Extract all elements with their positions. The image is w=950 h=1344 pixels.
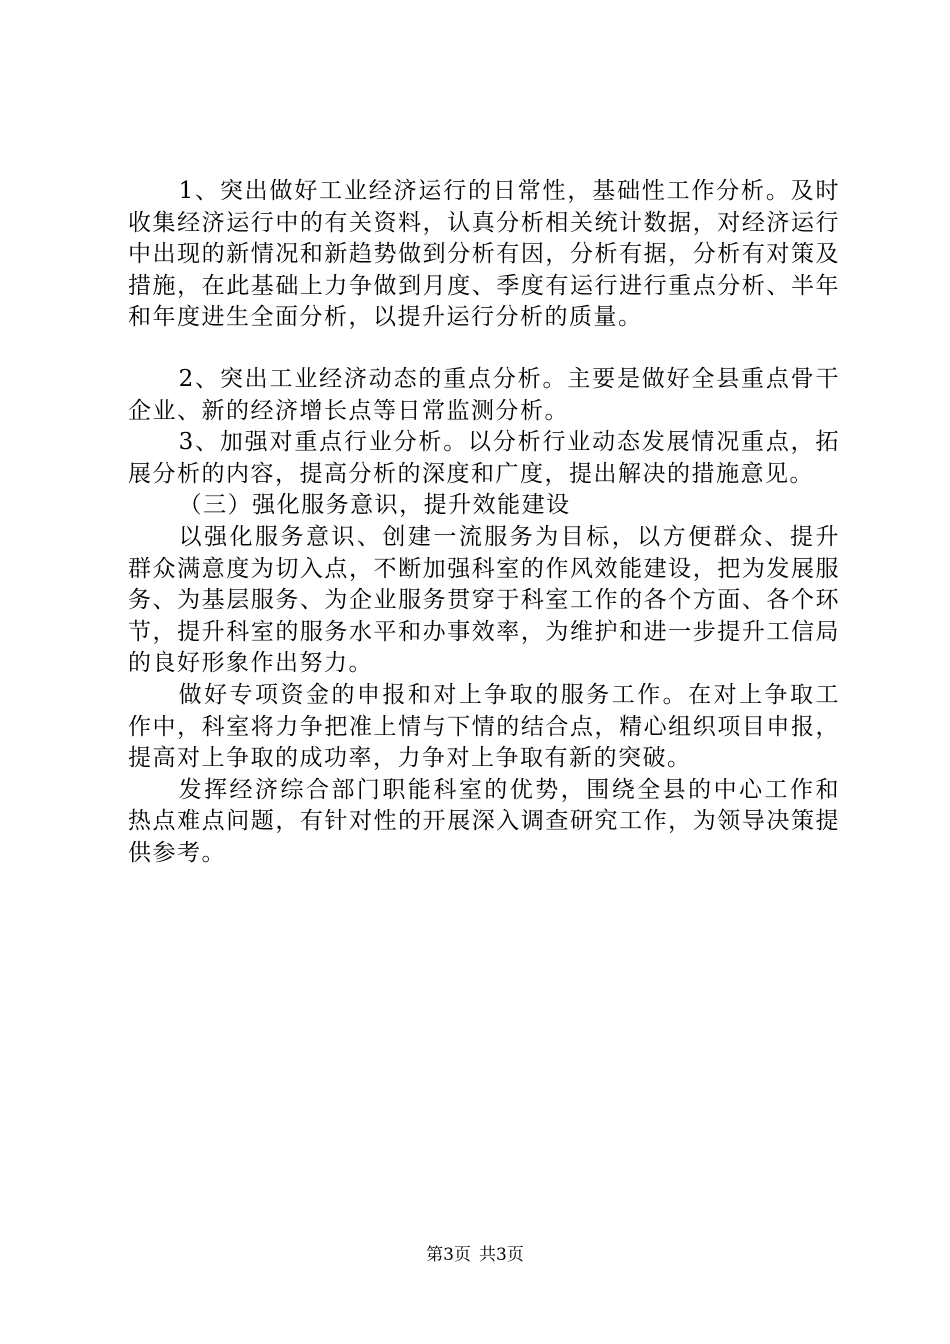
page-number-total: 共3页	[479, 1245, 524, 1265]
page-footer	[0, 1244, 950, 1266]
paragraph-1: 1、突出做好工业经济运行的日常性，基础性工作分析。及时收集经济运行中的有关资料，认真分析相关统计数据，对经济运行中出现的新情况和新趋势做到分析有因，分析有据，分析有对策及措施，在此基础上力争做到月度、季度有运行进行重点分析、半年和年度进生全面分析，以提升运行分析的质量。	[128, 178, 840, 331]
section-heading: （三）强化服务意识，提升效能建设	[178, 492, 571, 519]
paragraph-5: 做好专项资金的申报和对上争取的服务工作。在对上争取工作中，科室将力争把准上情与下情的结合点，精心组织项目申报，提高对上争取的成功率，力争对上争取有新的突破。	[128, 681, 840, 772]
page-number-current: 第3页	[426, 1245, 471, 1265]
document-body	[128, 176, 840, 869]
paragraph-6: 发挥经济综合部门职能科室的优势，围绕全县的中心工作和热点难点问题，有针对性的开展深入调查研究工作，为领导决策提供参考。	[128, 776, 840, 866]
paragraph-3: 3、加强对重点行业分析。以分析行业动态发展情况重点，拓展分析的内容，提高分析的深度和广度，提出解决的措施意见。	[128, 429, 840, 487]
paragraph-4: 以强化服务意识、创建一流服务为目标，以方便群众、提升群众满意度为切入点，不断加强科室的作风效能建设，把为发展服务、为基层服务、为企业服务贯穿于科室工作的各个方面、各个环节，提升科室的服务水平和办事效率，为维护和进一步提升工信局的良好形象作出努力。	[128, 523, 840, 677]
paragraph-2: 2、突出工业经济动态的重点分析。主要是做好全县重点骨干企业、新的经济增长点等日常监测分析。	[128, 365, 840, 424]
